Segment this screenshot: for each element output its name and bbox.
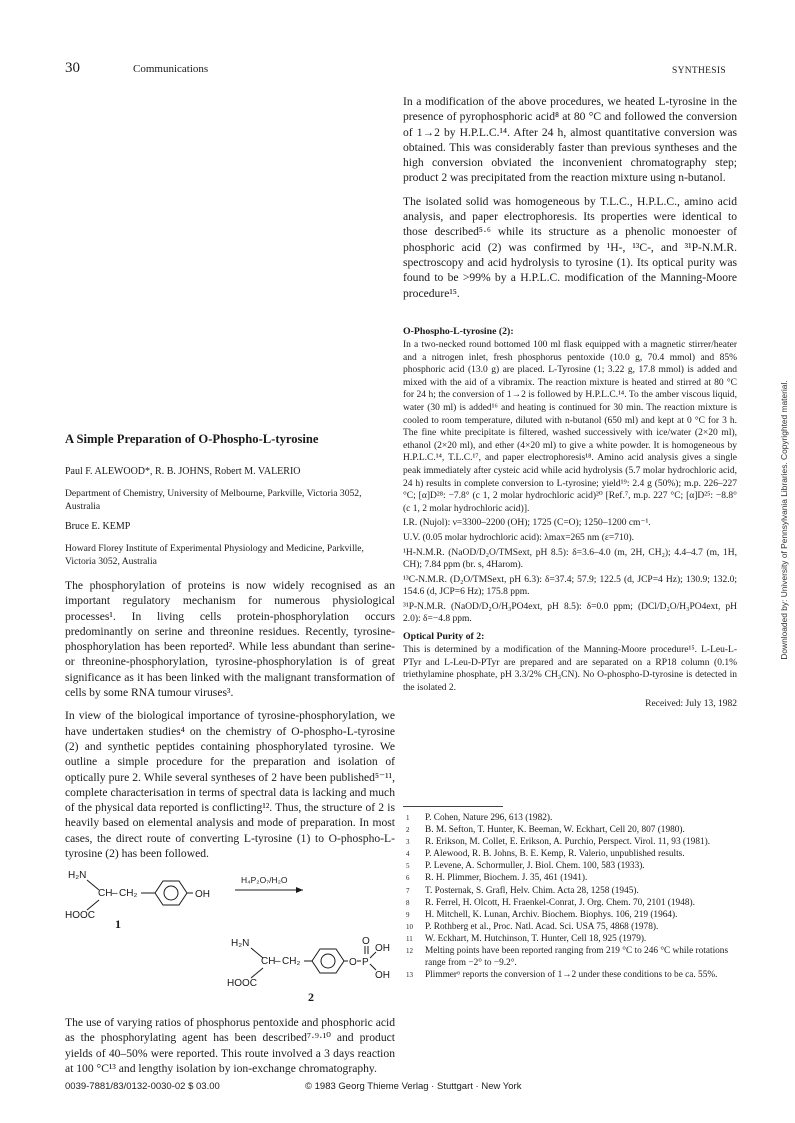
section-label: Communications bbox=[133, 63, 209, 75]
hnmr-data: ¹H-N.M.R. (NaOD/D₂O/TMSext, pH 8.5): δ=3.6–4.0 (m, 2H, CH₂); 4.4–4.7 (m, 1H, CH); 7.84 ppm (br. s, 4Harom). bbox=[403, 547, 737, 571]
footer-code: 0039-7881/83/0132-0030-02 $ 03.00 bbox=[65, 1081, 220, 1092]
reference-item: 9 H. Mitchell, K. Lunan, Archiv. Biochem. Biophys. 106, 219 (1964). bbox=[406, 909, 678, 920]
affiliation-1: Department of Chemistry, University of Melbourne, Parkville, Victoria 3052, Australia bbox=[65, 488, 362, 512]
hydroxyl-label: OH bbox=[195, 889, 210, 900]
amine-label: H₂N bbox=[231, 938, 250, 949]
download-watermark: Downloaded by: University of Pennsylvania Libraries. Copyrighted material. bbox=[779, 380, 789, 660]
paragraph: In view of the biological importance of tyrosine-phosphorylation, we have undertaken studies⁴ on the chemistry of O-phospho-L-tyrosine (2) and synthetic peptides containing phosphorylated tyrosine. We outline a simple procedure for the preparation and isolation of optically pure 2. While several syntheses of 2 have been published⁵⁻¹¹, complete characterisation in terms of spectral data is lacking and much of the physical data reported is conflicting¹². Thus, the structure of 2 is heavily based on elemental analysis and mode of preparation. In most cases, the direct route of converting L-tyrosine (1) to O-phospho-L-tyrosine (2) has been followed. bbox=[65, 709, 395, 861]
benzene-ring-icon bbox=[312, 949, 344, 973]
compound-label-2: 2 bbox=[308, 990, 314, 1004]
references-list bbox=[403, 812, 737, 981]
received-date: Received: July 13, 1982 bbox=[645, 699, 737, 710]
optical-heading: Optical Purity of 2: bbox=[403, 631, 485, 643]
paragraph: The phosphorylation of proteins is now widely recognised as an important regulatory mechanism for numerous physiological processes¹. In living cells protein-phosphorylation occurs predominantly on serine and threonine residues. Recently, tyrosine-phosphorylation has been reported². While less abundant than serine- or threonine-phosphorylation, tyrosine-phosphorylation is of great significance as it has been linked with the malignant transformation of cells by some RNA tumour viruses³. bbox=[65, 579, 395, 700]
phosphorus-label: P bbox=[362, 957, 369, 968]
affiliation-2: Howard Florey Institute of Experimental Physiology and Medicine, Parkville, Victoria 3052, Australia bbox=[65, 543, 364, 567]
footer-copyright: © 1983 Georg Thieme Verlag · Stuttgart · New York bbox=[305, 1081, 522, 1092]
hydroxyl-label: OH bbox=[375, 943, 390, 954]
reference-item: 1 P. Cohen, Nature 296, 613 (1982). bbox=[406, 813, 553, 823]
carboxyl-label: HOOC bbox=[65, 910, 95, 921]
reaction-scheme bbox=[65, 866, 395, 1011]
oxygen-label: O bbox=[349, 957, 357, 968]
ir-data: I.R. (Nujol): ν=3300–2200 (OH); 1725 (C=O); 1250–1200 cm⁻¹. bbox=[403, 518, 651, 529]
paragraph: The use of varying ratios of phosphorus pentoxide and phosphoric acid as the phosphorylating agent has been described⁷·⁹·¹⁰ and product yields of 40–50% were reported. This route involved a 3 days reaction at 100 °C¹³ and lengthy isolation by ion-exchange chromatography. bbox=[65, 1016, 395, 1075]
reference-item: 3 R. Erikson, M. Collet, E. Erikson, A. Purchio, Perspect. Virol. 11, 93 (1981). bbox=[406, 837, 711, 848]
ch2-label: CH₂ bbox=[282, 956, 301, 967]
authors: Paul F. ALEWOOD*, R. B. JOHNS, Robert M. VALERIO bbox=[65, 466, 301, 477]
reference-item: 5 P. Levene, A. Schormuller, J. Biol. Chem. 100, 583 (1933). bbox=[406, 861, 645, 872]
uv-data: U.V. (0.05 molar hydrochloric acid): λmax=265 nm (ε=710). bbox=[403, 532, 634, 543]
cnmr-data: ¹³C-N.M.R. (D₂O/TMSext, pH 6.3): δ=37.4; 57.9; 122.5 (d, JCP=4 Hz); 130.9; 132.0; 154.6 (d, JCP=6 Hz); 175.8 ppm. bbox=[403, 574, 737, 598]
left-after-scheme bbox=[65, 1015, 395, 1076]
left-body bbox=[65, 578, 395, 861]
ch2-label: CH₂ bbox=[119, 888, 138, 899]
carboxyl-label: HOOC bbox=[227, 978, 257, 989]
experimental-heading: O-Phospho-L-tyrosine (2): bbox=[403, 326, 514, 337]
reference-item: 13 Plimmer⁶ reports the conversion of 1→2 under these conditions to be ca. 55%. bbox=[406, 970, 718, 981]
article-title: A Simple Preparation of O-Phospho-L-tyrosine bbox=[65, 432, 319, 446]
page-number: 30 bbox=[65, 60, 80, 76]
hydroxyl-label: OH bbox=[375, 970, 390, 981]
reagent-label: H₄P₂O₇/H₂O bbox=[241, 875, 288, 885]
ch-label: CH bbox=[98, 888, 113, 899]
benzene-ring-icon bbox=[155, 881, 187, 905]
experimental-body: In a two-necked round bottomed 100 ml flask equipped with a magnetic stirrer/heater and a nitrogen inlet, fresh phosphorus pentoxide (10.0 g, 70.4 mmol) and 85% phosphoric acid (13.0 g) are placed. L-Tyrosine (1; 3.22 g, 17.8 mmol) is added and mixed with the aid of a vibramix. The reaction mixture is heated and stirred at 80 °C for 24 h; the conversion of 1→2 is followed by H.P.L.C.¹⁴. To the amber viscous liquid, water (30 ml) is added¹⁶ and heating is continued for 30 min. The reaction mixture is cooled to room temperature, diluted with n-butanol (650 ml) and kept at 0 °C for 3 h. The fine white precipitate is filtered, washed successively with ice/water (2×20 ml), ethanol (2×20 ml), and ether (4×20 ml) to give a white powder. It is homogeneous by H.P.L.C.¹⁴, T.L.C.¹⁷, and paper electrophoresis¹⁸. Amino acid analysis gives a single peak immediately after cysteic acid while acid hydrolysis (5.7 molar hydrochloric acid, 24 h) results in complete conversion to L-tyrosine; yield¹⁹: 2.4 g (50%); m.p. 226–227 °C; [α]D²⁸: −7.8° (c 1, 2 molar hydrochloric acid)²⁰ [Ref.⁷, m.p. 227 °C; [α]D²⁵: −8.8° (c 1, 2 molar hydrochloric acid)]. bbox=[403, 340, 737, 514]
ch-label: CH bbox=[261, 956, 276, 967]
reference-item: 11 W. Eckhart, M. Hutchinson, T. Hunter, Cell 18, 925 (1979). bbox=[406, 933, 647, 944]
arrow-icon bbox=[296, 887, 303, 893]
reference-item: 7 T. Posternak, S. Grafl, Helv. Chim. Acta 28, 1258 (1945). bbox=[406, 885, 639, 896]
optical-body: This is determined by a modification of the Manning-Moore procedure¹⁵. L-Leu-L-PTyr and L-Leu-D-PTyr are prepared and are separated on a RP18 column (0.1% triethylamine phosphate, pH 3.3/2% CH₃CN). No O-phospho-D-tyrosine is detected in the isolated 2. bbox=[403, 645, 737, 693]
svg-text:–: – bbox=[112, 888, 118, 899]
oxygen-label: O bbox=[362, 936, 370, 947]
reference-item: 4 P. Alewood, R. B. Johns, B. E. Kemp, R. Valerio, unpublished results. bbox=[406, 849, 685, 860]
right-intro bbox=[403, 94, 737, 301]
paragraph: The isolated solid was homogeneous by T.L.C., H.P.L.C., amino acid analysis, and paper electrophoresis. Its properties were identical to those described⁵·⁶ while its structure as a phenolic monoester of phosphoric acid (2) was confirmed by ¹H-, ¹³C-, and ³¹P-N.M.R. spectroscopy and acid hydrolysis to tyrosine (1). Its optical purity was found to be >99% by a H.P.L.C. modification of the Manning-Moore procedure¹⁵. bbox=[403, 194, 737, 300]
pnmr-data: ³¹P-N.M.R. (NaOD/D₂O/H₃PO4ext, pH 8.5): δ=0.0 ppm; (DCl/D₂O/H₃PO4ext, pH 2.0): δ=−4.8 ppm. bbox=[403, 601, 737, 625]
reference-item: 6 R. H. Plimmer, Biochem. J. 35, 461 (1941). bbox=[406, 873, 588, 884]
experimental-section bbox=[403, 326, 737, 711]
references-rule bbox=[403, 806, 503, 807]
compound-label-1: 1 bbox=[115, 917, 121, 931]
reference-item: 10 P. Rothberg et al., Proc. Natl. Acad. Sci. USA 75, 4868 (1978). bbox=[406, 921, 659, 932]
journal-name: SYNTHESIS bbox=[672, 66, 726, 76]
amine-label: H₂N bbox=[68, 870, 87, 881]
reference-item: 12 Melting points have been reported ranging from 219 °C to 246 °C while rotations range from −2° to −9.2°. bbox=[406, 946, 729, 969]
paragraph: In a modification of the above procedures, we heated L-tyrosine in the presence of pyrophosphoric acid⁸ at 80 °C and followed the conversion of 1→2 by H.P.L.C.¹⁴. After 24 h, almost quantitative conversion was obtained. This was considerably faster than previous syntheses and the high conversion obviated the inconvenient chromatography step; product 2 was precipitated from the reaction mixture using n-butanol. bbox=[403, 95, 737, 185]
svg-text:–: – bbox=[275, 956, 281, 967]
reference-item: 2 B. M. Sefton, T. Hunter, K. Beeman, W. Eckhart, Cell 20, 807 (1980). bbox=[406, 825, 685, 836]
reference-item: 8 R. Ferrel, H. Olcott, H. Fraenkel-Conrat, J. Org. Chem. 70, 2101 (1948). bbox=[406, 897, 695, 908]
author-2: Bruce E. KEMP bbox=[65, 521, 131, 532]
